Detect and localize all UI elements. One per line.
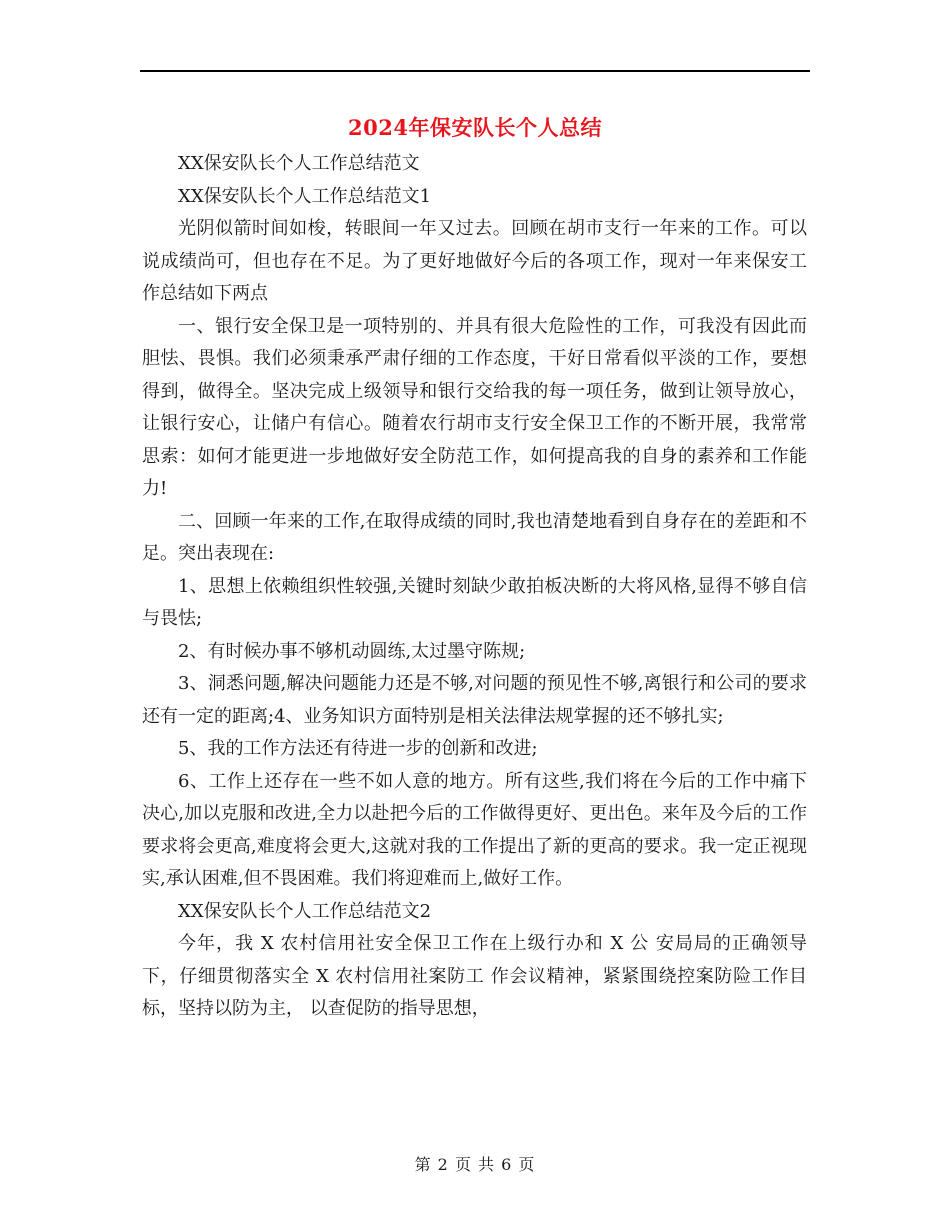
page-footer: 第 2 页 共 6 页 (414, 1155, 536, 1174)
paragraph: 一、银行安全保卫是一项特别的、并具有很大危险性的工作，可我没有因此而胆怯、畏惧。我们必须秉承严肃仔细的工作态度，干好日常看似平淡的工作，要想得到，做得全。坚决完成上级领导和银行交给我的每一项任务，做到让领导放心，让银行安心，让储户有信心。随着农行胡市支行安全保卫工作的不断开展，我常常思索：如何才能更进一步地做好安全防范工作，如何提高我的自身的素养和工作能力! (142, 315, 807, 499)
paragraph: XX保安队长个人工作总结范文1 (178, 185, 432, 207)
header-rule (140, 70, 810, 72)
paragraph: 6、工作上还存在一些不如人意的地方。所有这些,我们将在今后的工作中痛下决心,加以克服和改进,全力以赴把今后的工作做得更好、更出色。来年及今后的工作要求将会更高,难度将会更大,这就对我的工作提出了新的更高的要求。我一定正视现实,承认困难,但不畏困难。我们将迎难而上,做好工作。 (142, 770, 807, 889)
paragraph: 今年，我 X 农村信用社安全保卫工作在上级行办和 X 公 安局局的正确领导下，仔细贯彻落实全 X 农村信用社案防工 作会议精神，紧紧围绕控案防险工作目标，坚持以防为主， 以查促防的指导思想， (142, 933, 807, 1019)
paragraph: XX保安队长个人工作总结范文2 (178, 900, 432, 922)
paragraph: 二、回顾一年来的工作,在取得成绩的同时,我也清楚地看到自身存在的差距和不足。突出表现在: (142, 510, 807, 564)
paragraph: 5、我的工作方法还有待进一步的创新和改进; (178, 738, 538, 759)
document-title: 2024年保安队长个人总结 (348, 115, 602, 140)
paragraph: 1、思想上依赖组织性较强,关键时刻缺少敢拍板决断的大将风格,显得不够自信与畏怯; (142, 575, 807, 629)
paragraph: 光阴似箭时间如梭，转眼间一年又过去。回顾在胡市支行一年来的工作。可以说成绩尚可，但也存在不足。为了更好地做好今后的各项工作，现对一年来保安工作总结如下两点 (142, 218, 807, 304)
paragraph: XX保安队长个人工作总结范文 (178, 153, 420, 174)
document-body (142, 148, 807, 1026)
paragraph: 2、有时候办事不够机动圆练,太过墨守陈规; (178, 640, 526, 662)
paragraph: 3、洞悉问题,解决问题能力还是不够,对问题的预见性不够,离银行和公司的要求还有一定的距离;4、业务知识方面特别是相关法律法规掌握的还不够扎实; (142, 673, 807, 727)
